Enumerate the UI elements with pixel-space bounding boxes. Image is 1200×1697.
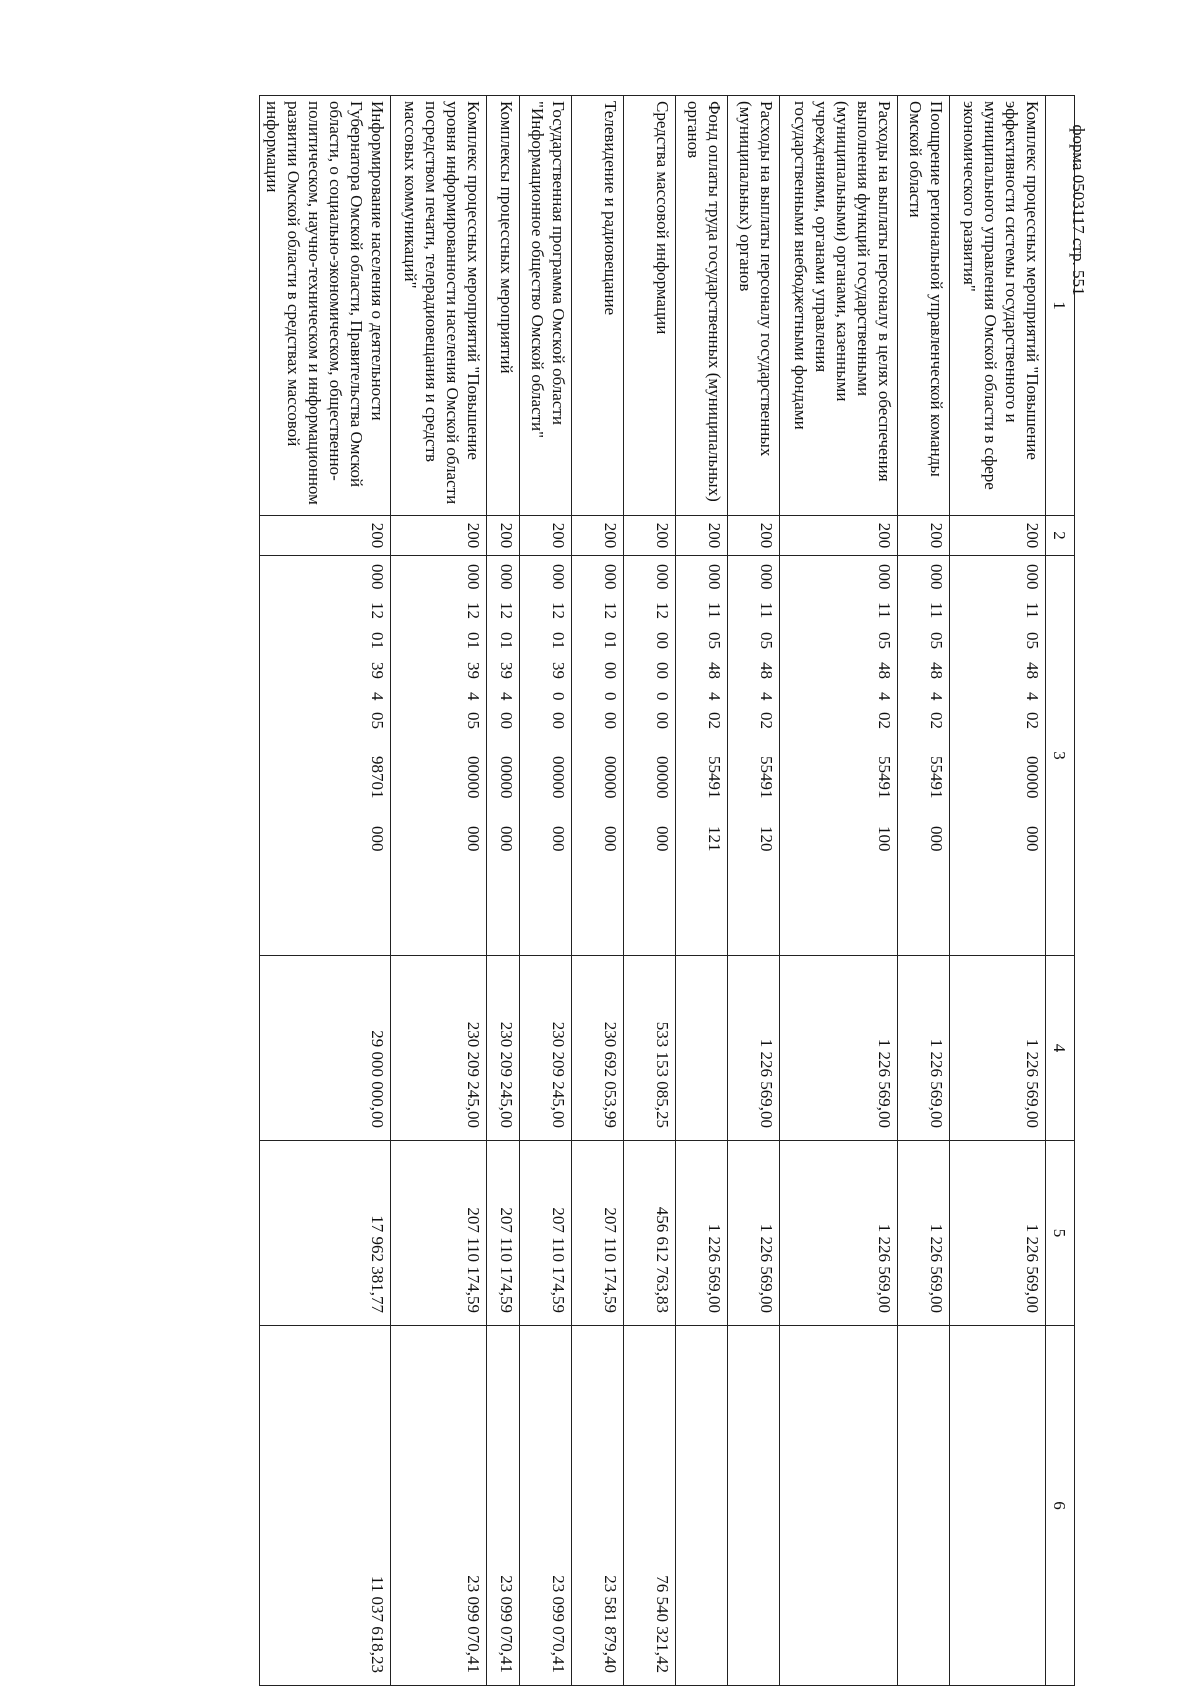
code-part: 4 [705,692,724,701]
approved-amount-cell: 230 209 245,00 [487,956,520,1141]
code-part: 00000 [1023,756,1042,799]
budget-classification-code-cell [487,556,520,956]
budget-classification-code-cell [728,556,780,956]
code-part: 4 [464,692,483,701]
code-part: 05 [464,712,483,729]
executed-amount-cell: 207 110 174,59 [572,1141,624,1326]
code-part: 00000 [497,756,516,799]
code-part: 000 [757,564,776,590]
row-name-cell: Расходы на выплаты персоналу в целях обеспечения выполнения функций государственными (муниципальными) органами, казенными учреждениями, органами управления государственными внебюджетными фондами [780,96,898,516]
code-part: 121 [705,826,724,852]
approved-amount-cell: 1 226 569,00 [780,956,898,1141]
code-part: 01 [497,632,516,649]
table-row [260,96,391,1686]
row-name-cell: Государственная программа Омской области "Информационное общество Омской области" [520,96,572,516]
code-part: 4 [1023,692,1042,701]
code-part: 000 [464,826,483,852]
code-part: 000 [601,564,620,590]
budget-classification-code-cell [391,556,487,956]
table-body [260,96,1075,1686]
code-part: 02 [1023,712,1042,729]
unexecuted-amount-cell [898,1326,950,1686]
table-row [487,96,520,1686]
row-name-cell: Средства массовой информации [624,96,676,516]
code-part: 0 [601,692,620,701]
approved-amount-cell: 29 000 000,00 [260,956,391,1141]
code-part: 00000 [653,756,672,799]
line-code-cell: 200 [260,516,391,556]
column-header-1: 1 [1046,96,1075,516]
code-part: 02 [705,712,724,729]
code-part: 11 [757,602,776,619]
code-part: 11 [1023,602,1042,619]
code-part: 48 [927,662,946,679]
table-row [624,96,676,1686]
unexecuted-amount-cell: 76 540 321,42 [624,1326,676,1686]
rotated-report-page [120,95,1075,1685]
code-part: 02 [757,712,776,729]
code-part: 000 [653,564,672,590]
line-code-cell: 200 [780,516,898,556]
code-part: 4 [497,692,516,701]
code-part: 000 [875,564,894,590]
code-part: 000 [705,564,724,590]
unexecuted-amount-cell: 23 099 070,41 [520,1326,572,1686]
code-part: 11 [875,602,894,619]
table-row [520,96,572,1686]
executed-amount-cell: 1 226 569,00 [950,1141,1046,1326]
executed-amount-cell: 207 110 174,59 [520,1141,572,1326]
line-code-cell: 200 [898,516,950,556]
budget-classification-code-cell [624,556,676,956]
approved-amount-cell: 230 692 053,99 [572,956,624,1141]
approved-amount-cell: 230 209 245,00 [391,956,487,1141]
approved-amount-cell: 1 226 569,00 [728,956,780,1141]
code-part: 4 [875,692,894,701]
code-part: 000 [927,564,946,590]
table-row [780,96,898,1686]
row-name-cell: Расходы на выплаты персоналу государственных (муниципальных) органов [728,96,780,516]
code-part: 55491 [927,756,946,799]
code-parts [874,564,895,950]
approved-amount-cell: 1 226 569,00 [898,956,950,1141]
unexecuted-amount-cell [676,1326,728,1686]
code-part: 000 [549,826,568,852]
code-parts [463,564,484,950]
code-part: 39 [497,662,516,679]
line-code-cell: 200 [950,516,1046,556]
column-header-3: 3 [1046,556,1075,956]
code-part: 100 [875,826,894,852]
code-part: 05 [368,712,387,729]
code-parts [1022,564,1043,950]
table-row [728,96,780,1686]
code-part: 39 [464,662,483,679]
code-part: 4 [368,692,387,701]
code-part: 000 [1023,826,1042,852]
code-part: 05 [757,632,776,649]
executed-amount-cell: 1 226 569,00 [898,1141,950,1326]
unexecuted-amount-cell [780,1326,898,1686]
code-part: 000 [368,564,387,590]
line-code-cell: 200 [572,516,624,556]
executed-amount-cell: 1 226 569,00 [728,1141,780,1326]
unexecuted-amount-cell: 23 099 070,41 [487,1326,520,1686]
approved-amount-cell: 533 153 085,25 [624,956,676,1141]
code-part: 05 [875,632,894,649]
code-part: 120 [757,826,776,852]
code-part: 11 [705,602,724,619]
unexecuted-amount-cell: 11 037 618,23 [260,1326,391,1686]
row-name-cell: Поощрение региональной управленческой команды Омской области [898,96,950,516]
code-part: 00 [601,712,620,729]
budget-classification-code-cell [898,556,950,956]
code-parts [496,564,517,950]
executed-amount-cell: 456 612 763,83 [624,1141,676,1326]
budget-classification-code-cell [780,556,898,956]
code-parts [652,564,673,950]
executed-amount-cell: 17 962 381,77 [260,1141,391,1326]
column-header-6: 6 [1046,1326,1075,1686]
code-part: 000 [927,826,946,852]
code-parts [704,564,725,950]
table-row [676,96,728,1686]
code-part: 12 [549,602,568,619]
table-row [898,96,950,1686]
code-part: 00 [653,712,672,729]
code-part: 000 [1023,564,1042,590]
form-page-label: форма 0503117 стр. 551 [1069,124,1088,296]
code-part: 000 [368,826,387,852]
code-part: 98701 [368,756,387,799]
code-part: 55491 [875,756,894,799]
unexecuted-amount-cell [728,1326,780,1686]
executed-amount-cell: 207 110 174,59 [391,1141,487,1326]
code-part: 00 [497,712,516,729]
budget-classification-code-cell [520,556,572,956]
code-part: 02 [875,712,894,729]
code-part: 00 [601,662,620,679]
column-header-5: 5 [1046,1141,1075,1326]
code-part: 12 [464,602,483,619]
code-part: 4 [757,692,776,701]
code-part: 00000 [601,756,620,799]
executed-amount-cell: 207 110 174,59 [487,1141,520,1326]
unexecuted-amount-cell [950,1326,1046,1686]
code-part: 05 [705,632,724,649]
row-name-cell: Комплекс процессных мероприятий "Повышение уровня информированности населения Омской области посредством печати, телерадиовещания и средств массовых коммуникаций" [391,96,487,516]
code-part: 48 [705,662,724,679]
code-part: 01 [549,632,568,649]
code-part: 12 [653,602,672,619]
code-part: 05 [927,632,946,649]
unexecuted-amount-cell: 23 581 879,40 [572,1326,624,1686]
code-part: 00 [653,662,672,679]
budget-classification-code-cell [572,556,624,956]
code-part: 39 [368,662,387,679]
code-part: 000 [653,826,672,852]
code-part: 12 [368,602,387,619]
line-code-cell: 200 [391,516,487,556]
code-part: 01 [464,632,483,649]
code-part: 01 [368,632,387,649]
approved-amount-cell [676,956,728,1141]
code-part: 00000 [464,756,483,799]
budget-classification-code-cell [950,556,1046,956]
row-name-cell: Фонд оплаты труда государственных (муниципальных) органов [676,96,728,516]
column-header-4: 4 [1046,956,1075,1141]
row-name-cell: Телевидение и радиовещание [572,96,624,516]
column-header-2: 2 [1046,516,1075,556]
code-part: 4 [927,692,946,701]
line-code-cell: 200 [728,516,780,556]
line-code-cell: 200 [520,516,572,556]
code-part: 000 [601,826,620,852]
approved-amount-cell: 1 226 569,00 [950,956,1046,1141]
line-code-cell: 200 [676,516,728,556]
code-part: 12 [497,602,516,619]
code-part: 48 [757,662,776,679]
code-part: 000 [549,564,568,590]
table-row [391,96,487,1686]
executed-amount-cell: 1 226 569,00 [676,1141,728,1326]
code-part: 0 [653,692,672,701]
row-name-cell: Информирование населения о деятельности Губернатора Омской области, Правительства Омской области, о социально-экономическом, общественно-политическом, научно-техническом и информационном развитии Омской области в средствах массовой информации [260,96,391,516]
code-parts [548,564,569,950]
code-part: 01 [601,632,620,649]
code-part: 00 [653,632,672,649]
code-part: 39 [549,662,568,679]
code-part: 55491 [757,756,776,799]
code-part: 48 [875,662,894,679]
code-parts [600,564,621,950]
code-part: 000 [464,564,483,590]
table-row [572,96,624,1686]
budget-classification-code-cell [260,556,391,956]
code-part: 11 [927,602,946,619]
table-row [950,96,1046,1686]
code-part: 55491 [705,756,724,799]
unexecuted-amount-cell: 23 099 070,41 [391,1326,487,1686]
code-part: 00 [549,712,568,729]
code-part: 05 [1023,632,1042,649]
code-part: 00000 [549,756,568,799]
budget-execution-table [259,95,1075,1686]
code-parts [926,564,947,950]
code-part: 02 [927,712,946,729]
code-parts [367,564,388,950]
line-code-cell: 200 [487,516,520,556]
budget-classification-code-cell [676,556,728,956]
code-parts [756,564,777,950]
executed-amount-cell: 1 226 569,00 [780,1141,898,1326]
code-part: 000 [497,826,516,852]
line-code-cell: 200 [624,516,676,556]
code-part: 48 [1023,662,1042,679]
approved-amount-cell: 230 209 245,00 [520,956,572,1141]
code-part: 000 [497,564,516,590]
code-part: 0 [549,692,568,701]
row-name-cell: Комплексы процессных мероприятий [487,96,520,516]
code-part: 12 [601,602,620,619]
column-number-row [1046,96,1075,1686]
row-name-cell: Комплекс процессных мероприятий "Повышение эффективности системы государственного и муниципального управления Омской области в сфере экономического развития" [950,96,1046,516]
